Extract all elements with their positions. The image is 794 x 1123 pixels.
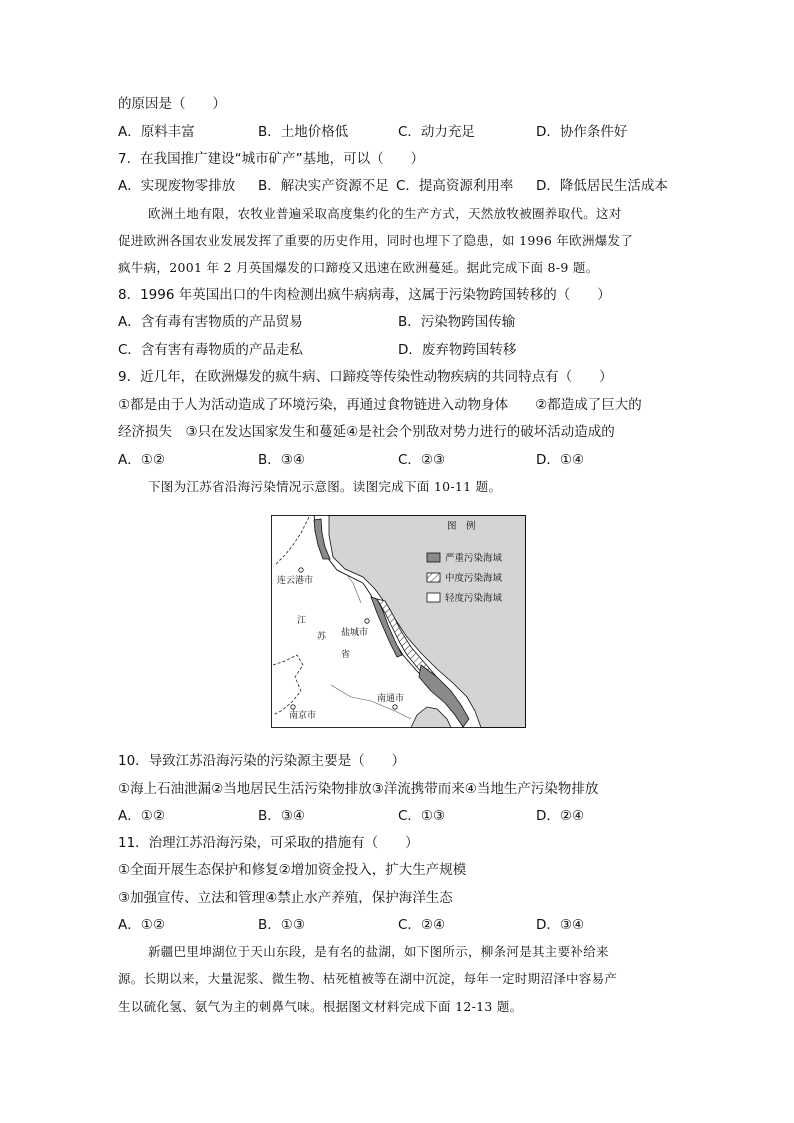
q8-option-a: A．含有毒有害物质的产品贸易 [118, 314, 303, 330]
lianyungang-dot [299, 568, 303, 572]
q9-option-a: A．①② [118, 452, 165, 468]
q10-option-a: A．①② [118, 808, 165, 824]
passage-12-13-line2: 源。长期以来，大量泥浆、微生物、枯死植被等在湖中沉淀，每年一定时期沼泽中容易产 [118, 971, 618, 986]
label-lianyungang: 连云港市 [277, 576, 314, 586]
q7-option-b: B．解决实产资源不足 [258, 178, 389, 194]
legend-label-light: 轻度污染海域 [445, 593, 503, 604]
q9-stem: 9．近几年，在欧洲爆发的疯牛病、口蹄疫等传染性动物疾病的共同特点有（ ） [118, 369, 613, 385]
q10-option-b: B．③④ [258, 808, 305, 824]
passage-12-13-line1: 新疆巴里坤湖位于天山东段，是有名的盐湖，如下图所示，柳条河是其主要补给来 [148, 944, 609, 959]
q8-stem: 8．1996 年英国出口的牛肉检测出疯牛病病毒，这属于污染物跨国转移的（ ） [118, 287, 611, 303]
q6-stem-tail: 的原因是（ ） [118, 96, 226, 112]
q11-option-b: B．①③ [258, 917, 305, 933]
label-province-2: 苏 [317, 632, 327, 642]
label-nanjing: 南京市 [289, 711, 317, 721]
q11-stem: 11．治理江苏沿海污染，可采取的措施有（ ） [118, 835, 419, 851]
passage-8-9-line1: 欧洲土地有限，农牧业普遍采取高度集约化的生产方式，天然放牧被圈养取代。这对 [148, 206, 622, 221]
jiangsu-pollution-map [271, 515, 526, 728]
q9-statements-2: 经济损失 ③只在发达国家发生和蔓延④是社会个别敌对势力进行的破坏活动造成的 [118, 424, 615, 440]
q11-option-c: C．②④ [398, 917, 446, 933]
legend-title: 图 例 [447, 521, 476, 532]
label-yancheng: 盐城市 [341, 628, 369, 638]
q7-option-c: C．提高资源利用率 [396, 178, 514, 194]
yancheng-dot [365, 619, 369, 623]
q6-option-b: B．土地价格低 [258, 124, 349, 140]
q7-stem: 7．在我国推广建设“城市矿产”基地，可以（ ） [118, 151, 425, 167]
label-nantong: 南通市 [377, 694, 405, 704]
q8-option-c: C．含有害有毒物质的产品走私 [118, 342, 303, 358]
legend-label-severe: 严重污染海域 [445, 553, 503, 564]
nantong-dot [393, 705, 397, 709]
q11-option-d: D．③④ [536, 917, 585, 933]
q6-option-d: D．协作条件好 [536, 124, 628, 140]
q8-option-b: B．污染物跨国传输 [398, 314, 516, 330]
q9-option-c: C．②③ [398, 452, 446, 468]
q6-option-a: A．原料丰富 [118, 124, 195, 140]
passage-8-9-line3: 疯牛病，2001 年 2 月英国爆发的口蹄疫又迅速在欧洲蔓延。据此完成下面 8-9 题。 [118, 260, 599, 275]
q10-option-c: C．①③ [398, 808, 446, 824]
q11-statements-2: ③加强宣传、立法和管理④禁止水产养殖，保护海洋生态 [118, 890, 453, 906]
q6-option-c: C．动力充足 [398, 124, 475, 140]
passage-8-9-line2: 促进欧洲各国农业发展发挥了重要的历史作用，同时也埋下了隐患，如 1996 年欧洲爆发了 [118, 233, 634, 248]
legend-label-moderate: 中度污染海域 [445, 573, 503, 584]
q7-option-d: D．降低居民生活成本 [536, 178, 668, 194]
nanjing-dot [291, 705, 295, 709]
q8-option-d: D．废弃物跨国转移 [398, 342, 517, 358]
q9-option-b: B．③④ [258, 452, 305, 468]
q11-statements-1: ①全面开展生态保护和修复②增加资金投入，扩大生产规模 [118, 862, 467, 878]
label-province-3: 省 [341, 650, 351, 660]
map-svg [271, 515, 526, 728]
q10-statements: ①海上石油泄漏②当地居民生活污染物排放③洋流携带而来④当地生产污染物排放 [118, 781, 599, 797]
legend-swatch-severe [427, 553, 440, 562]
q10-option-d: D．②④ [536, 808, 585, 824]
label-province-1: 江 [297, 616, 307, 626]
q11-option-a: A．①② [118, 917, 165, 933]
q9-option-d: D．①④ [536, 452, 585, 468]
legend-swatch-moderate [427, 573, 440, 582]
legend-swatch-light [427, 593, 440, 602]
q10-stem: 10．导致江苏沿海污染的污染源主要是（ ） [118, 753, 406, 769]
passage-12-13-line3: 生以硫化氢、氨气为主的刺鼻气味。根据图文材料完成下面 12-13 题。 [118, 999, 523, 1014]
passage-10-11: 下图为江苏省沿海污染情况示意图。读图完成下面 10-11 题。 [148, 479, 502, 494]
q9-statements-1: ①都是由于人为活动造成了环境污染，再通过食物链进入动物身体 ②都造成了巨大的 [118, 397, 642, 413]
q7-option-a: A．实现废物零排放 [118, 178, 236, 194]
